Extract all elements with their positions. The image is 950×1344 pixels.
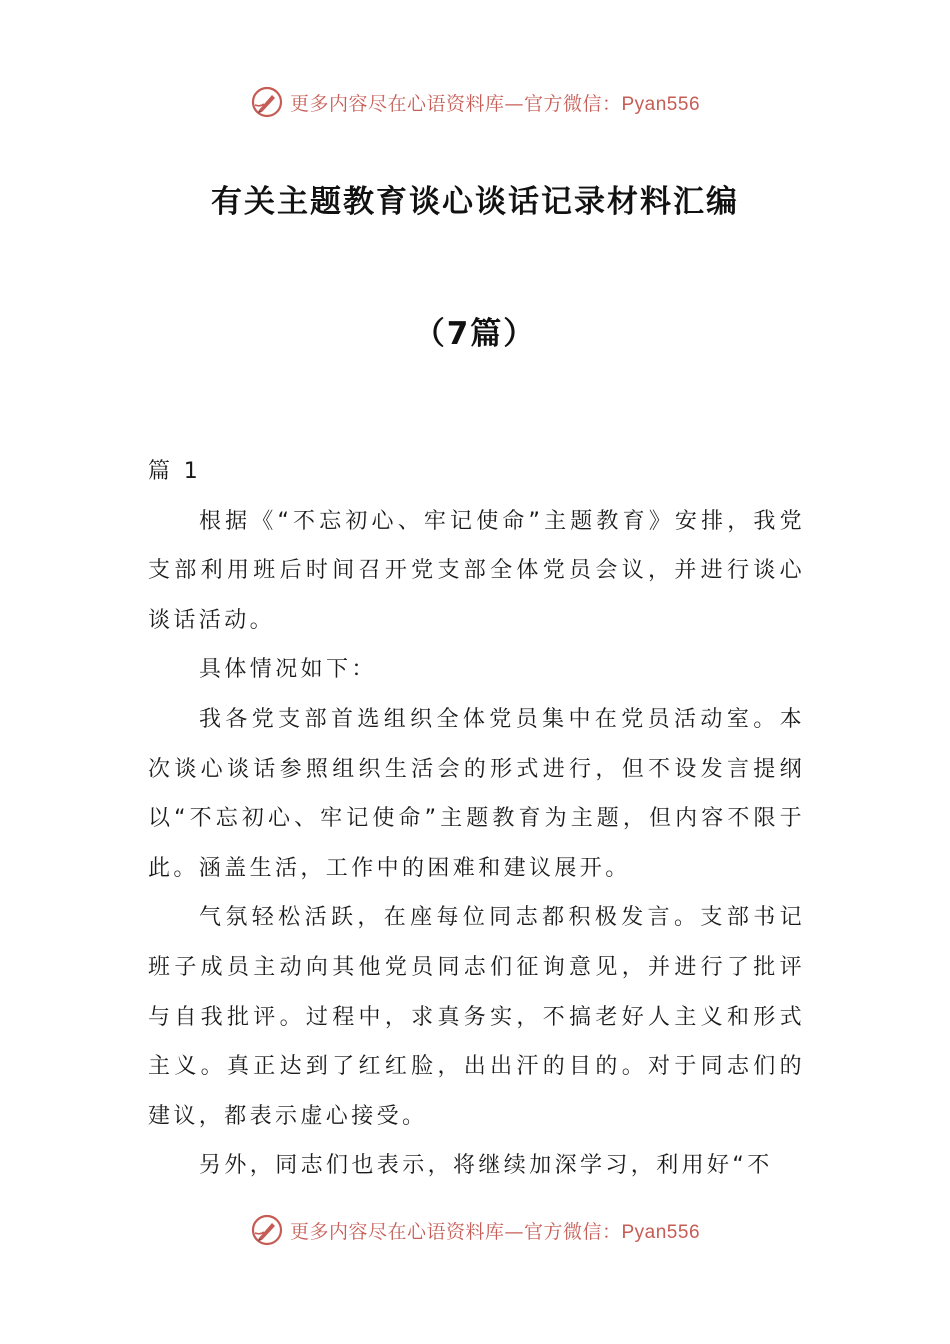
document-title: 有关主题教育谈心谈话记录材料汇编 bbox=[211, 184, 739, 220]
header-watermark bbox=[0, 82, 950, 122]
pen-logo-icon bbox=[250, 85, 284, 119]
pen-logo-icon bbox=[250, 1213, 284, 1247]
watermark-text: 更多内容尽在心语资料库—官方微信：Pyan556 bbox=[289, 92, 701, 115]
paragraph: 根据《“不忘初心、牢记使命”主题教育》安排，我党支部利用班后时间召开党支部全体党员会议，并进行谈心谈话活动。 bbox=[148, 508, 805, 633]
document-subtitle: （7篇） bbox=[413, 316, 537, 352]
wechat-id: Pyan556 bbox=[621, 93, 701, 115]
section-label: 篇 1 bbox=[148, 459, 202, 484]
watermark-text: 更多内容尽在心语资料库—官方微信：Pyan556 bbox=[289, 1220, 701, 1243]
paragraph: 我各党支部首选组织全体党员集中在党员活动室。本次谈心谈话参照组织生活会的形式进行，但不设发言提纲以“不忘初心、牢记使命”主题教育为主题，但内容不限于此。涵盖生活，工作中的困难和建议展开。 bbox=[148, 706, 805, 881]
paragraph: 另外，同志们也表示，将继续加深学习，利用好“不 bbox=[199, 1153, 773, 1179]
paragraph: 气氛轻松活跃，在座每位同志都积极发言。支部书记班子成员主动向其他党员同志们征询意见，并进行了批评与自我批评。过程中，求真务实，不搞老好人主义和形式主义。真正达到了红红脸，出出汗的目的。对于同志们的建议，都表示虚心接受。 bbox=[148, 905, 805, 1129]
document-body bbox=[148, 447, 805, 1191]
paragraph: 具体情况如下： bbox=[199, 657, 377, 683]
footer-watermark bbox=[0, 1210, 950, 1250]
wechat-id: Pyan556 bbox=[621, 1221, 701, 1243]
